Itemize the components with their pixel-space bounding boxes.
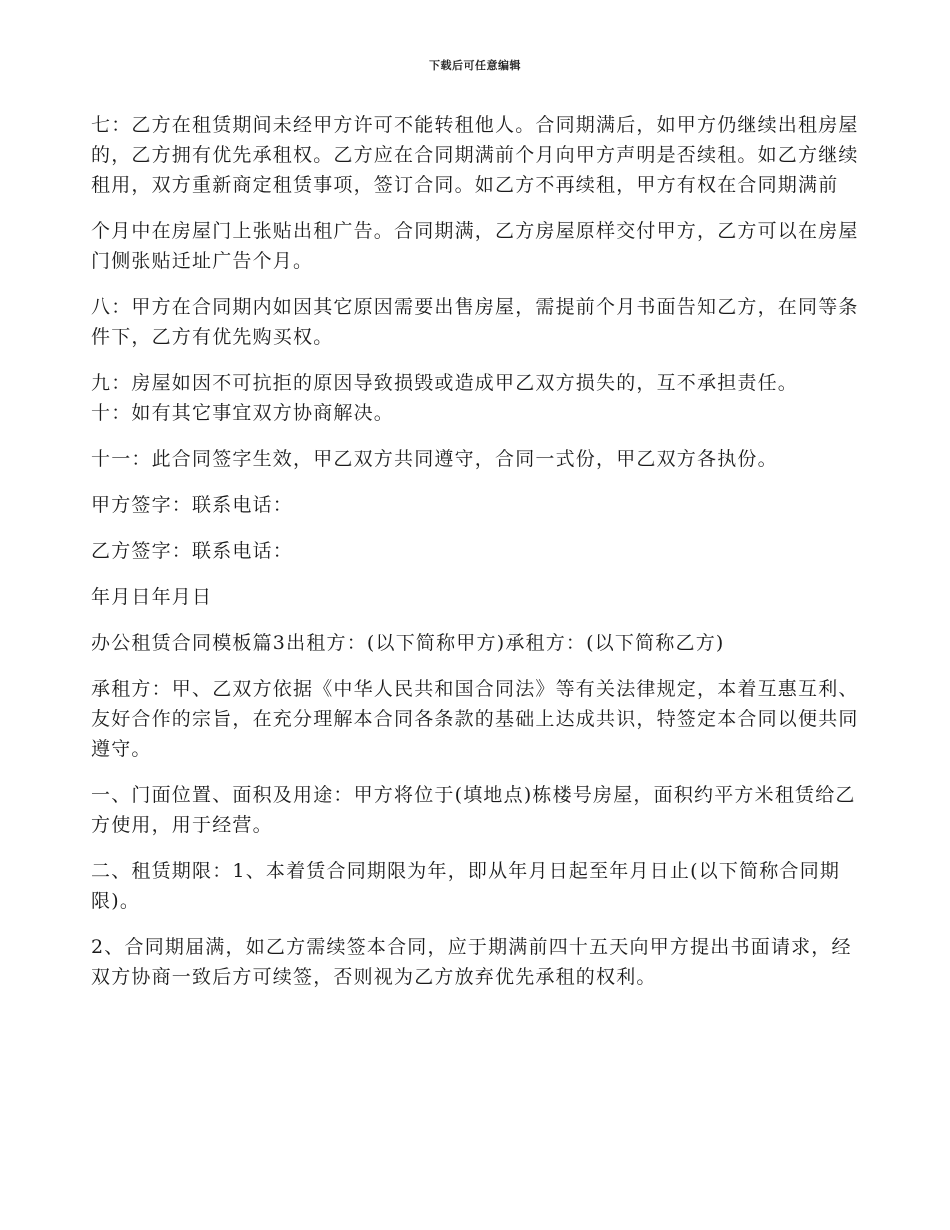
contract-template-heading: 办公租赁合同模板篇3出租方：(以下简称甲方)承租方：(以下简称乙方) bbox=[91, 632, 725, 654]
clause-two-renewal: 2、合同期届满，如乙方需续签本合同，应于期满前四十五天向甲方提出书面请求，经双方协商一致后方可续签，否则视为乙方放弃优先承租的权利。 bbox=[91, 936, 852, 988]
party-b-signature-line: 乙方签字：联系电话： bbox=[91, 540, 294, 562]
clause-nine: 九：房屋如因不可抗拒的原因导致损毁或造成甲乙双方损失的，互不承担责任。 bbox=[91, 372, 799, 394]
clause-ten: 十：如有其它事宜双方协商解决。 bbox=[91, 402, 395, 424]
party-a-signature-line: 甲方签字：联系电话： bbox=[91, 494, 294, 516]
clause-one-location: 一、门面位置、面积及用途：甲方将位于(填地点)栋楼号房屋，面积约平方米租赁给乙方使用，用于经营。 bbox=[91, 784, 856, 836]
clause-eleven: 十一：此合同签字生效，甲乙双方共同遵守，合同一式份，甲乙双方各执份。 bbox=[91, 448, 778, 470]
clause-seven: 七：乙方在租赁期间未经甲方许可不能转租他人。合同期满后，如甲方仍继续出租房屋的，乙方拥有优先承租权。乙方应在合同期满前个月向甲方声明是否续租。如乙方继续租用，双方重新商定租赁事项，签订合同。如乙方不再续租，甲方有权在合同期满前 bbox=[91, 114, 859, 196]
page-header: 下载后可任意编辑 bbox=[429, 59, 521, 72]
clause-eight: 八：甲方在合同期内如因其它原因需要出售房屋，需提前个月书面告知乙方，在同等条件下，乙方有优先购买权。 bbox=[91, 296, 859, 348]
preamble-paragraph: 承租方：甲、乙双方依据《中华人民共和国合同法》等有关法律规定，本着互惠互利、友好合作的宗旨，在充分理解本合同各条款的基础上达成共识，特签定本合同以便共同遵守。 bbox=[91, 678, 859, 760]
clause-two-term: 二、租赁期限：1、本着赁合同期限为年，即从年月日起至年月日止(以下简称合同期限)。 bbox=[91, 860, 841, 912]
date-line: 年月日年月日 bbox=[91, 586, 213, 608]
clause-seven-continued: 个月中在房屋门上张贴出租广告。合同期满，乙方房屋原样交付甲方，乙方可以在房屋门侧张贴迁址广告个月。 bbox=[91, 220, 859, 272]
document-body bbox=[91, 110, 866, 1008]
